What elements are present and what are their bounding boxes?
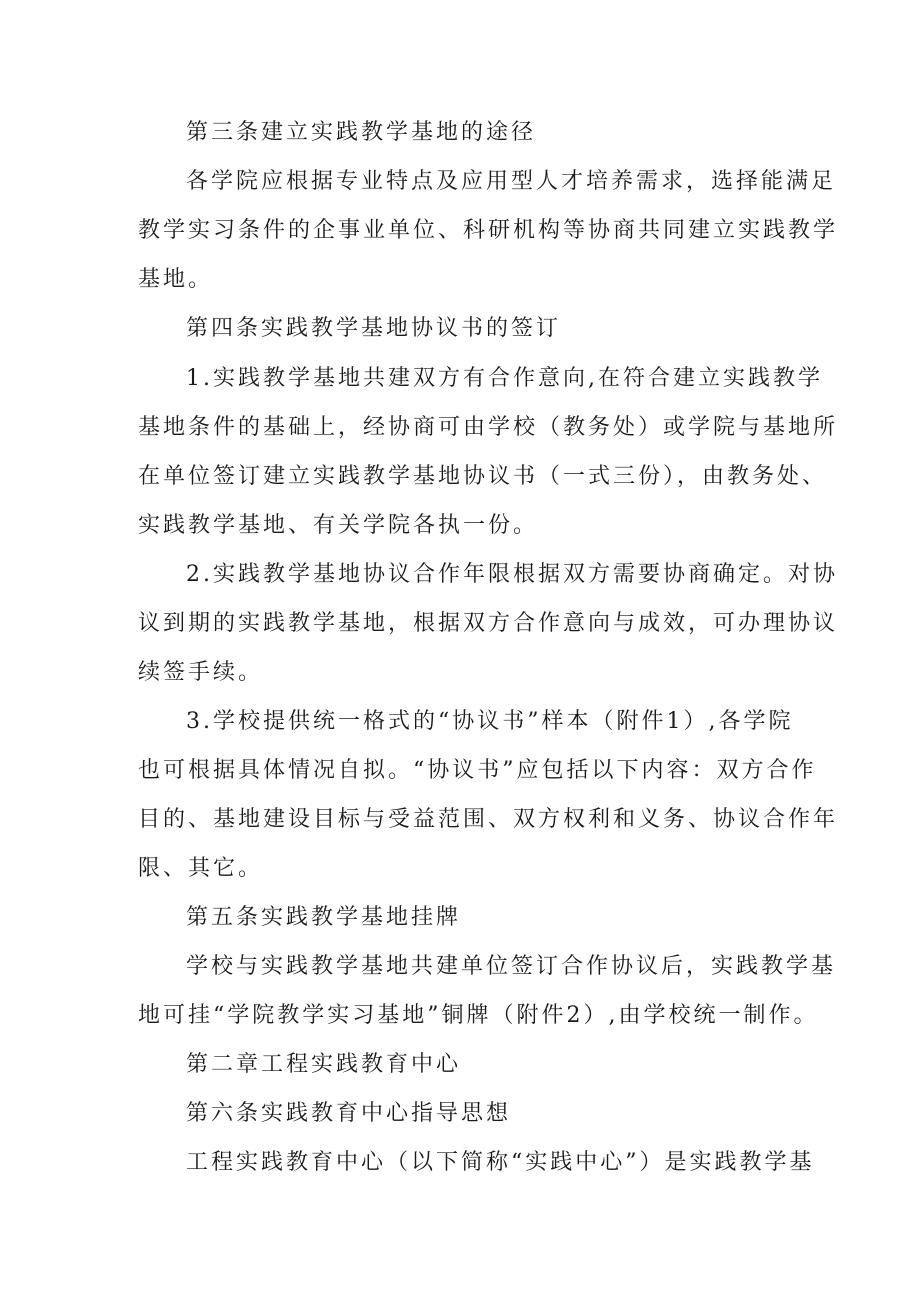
body-text-line: 工程实践教育中心（以下简称“实践中心”）是实践教学基 [186,1150,815,1175]
article-6-heading: 第六条实践教育中心指导思想 [186,1101,512,1126]
body-text-line: 限、其它。 [138,856,264,881]
body-text-line: 地可挂“学院教学实习基地”铜牌（附件2）,由学校统一制作。 [138,1003,819,1028]
body-text-line: 基地。 [138,267,214,292]
article-4-heading: 第四条实践教学基地协议书的签订 [186,316,562,341]
body-text-line: 学校与实践教学基地共建单位签订合作协议后，实践教学基 [186,954,837,979]
body-text-line: 2.实践教学基地协议合作年限根据双方需要协商确定。对协 [186,562,838,587]
body-text-line: 也可根据具体情况自拟。“协议书”应包括以下内容：双方合作 [138,758,817,783]
chapter-2-heading: 第二章工程实践教育中心 [186,1052,462,1077]
body-text-line: 教学实习条件的企事业单位、科研机构等协商共同建立实践教学 [138,218,839,243]
body-text-line: 议到期的实践教学基地，根据双方合作意向与成效，可办理协议 [138,611,839,636]
article-3-heading: 第三条建立实践教学基地的途径 [186,120,537,145]
body-text-line: 3.学校提供统一格式的“协议书”样本（附件1）,各学院 [186,709,794,734]
body-text-line: 1.实践教学基地共建双方有合作意向,在符合建立实践教学 [186,366,823,391]
body-text-line: 基地条件的基础上，经协商可由学校（教务处）或学院与基地所 [138,415,839,440]
body-text-line: 目的、基地建设目标与受益范围、双方权利和义务、协议合作年 [138,807,839,832]
body-text-line: 各学院应根据专业特点及应用型人才培养需求，选择能满足 [186,169,837,194]
body-text-line: 实践教学基地、有关学院各执一份。 [138,513,539,538]
body-text-line: 在单位签订建立实践教学基地协议书（一式三份），由教务处、 [138,464,828,489]
article-5-heading: 第五条实践教学基地挂牌 [186,905,462,930]
body-text-line: 续签手续。 [138,660,264,685]
